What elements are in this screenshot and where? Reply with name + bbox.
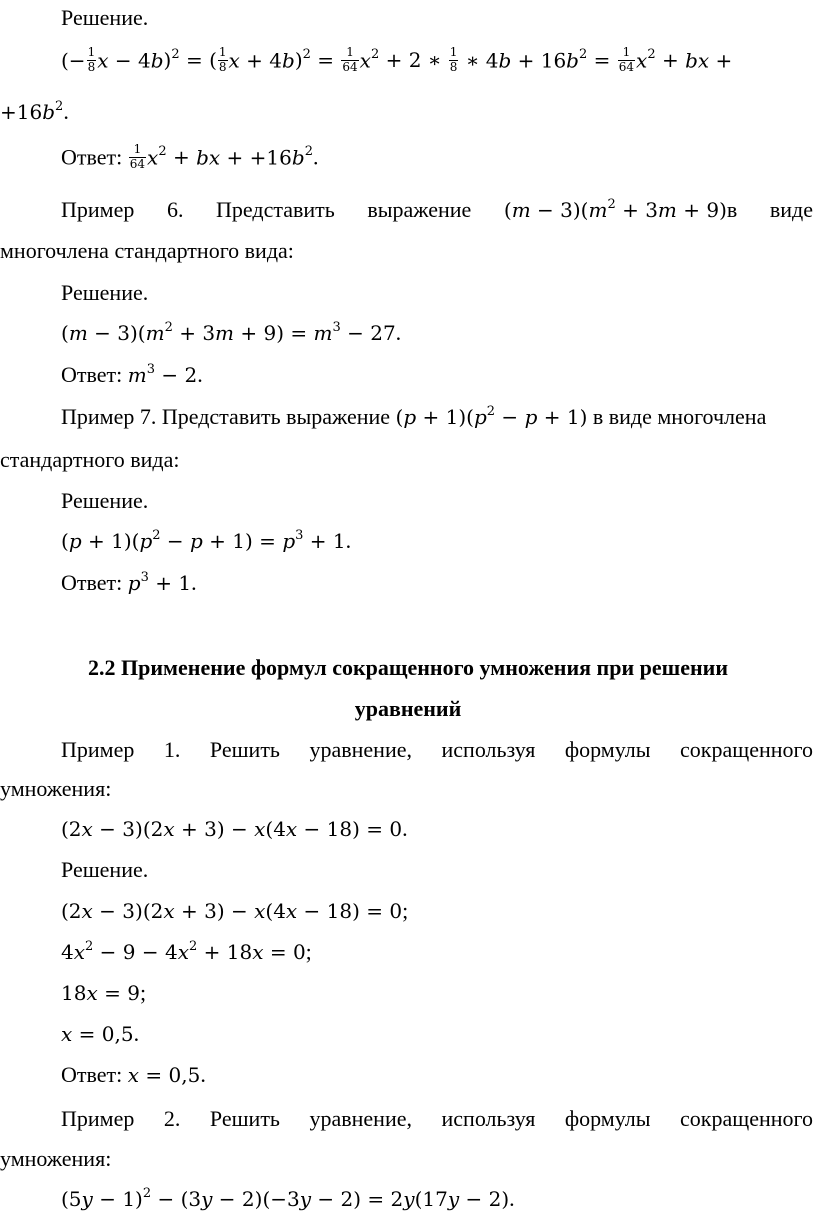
- ex7-statement-line1: Пример 7. Представить выражение $(p + 1)(p^2 - p + 1)$ в виде многочлена: [61, 404, 767, 429]
- section-heading-line2: уравнений: [354, 696, 462, 721]
- p1-expression-line1: (− $\frac{1}{8}$ x − 4b)$^2$ = ( $\frac{1}{8}$ x + 4b)$^2$ = $\frac{1}{64}$ $x^2 + 2$ ∗ $\frac{1}{8}$ ∗ $4b + 16b^2$ = $\frac{1}{64}$ $x^2$ + bx +: [61, 45, 733, 74]
- s1-step2: $4x^2 - 9 - 4x^2 + 18x = 0$;: [61, 939, 312, 964]
- ex6-solution-label: Решение.: [61, 280, 149, 305]
- s1-solution-label: Решение.: [61, 857, 149, 882]
- s1-step3: 18x = 9;: [61, 980, 147, 1005]
- s1-statement-line2: умножения:: [0, 776, 112, 801]
- ex6-statement-line2: многочлена стандартного вида:: [0, 238, 294, 263]
- ex7-answer-label: Ответ:: [61, 570, 123, 595]
- s1-equation: (2x − 3)(2x + 3) − x(4x − 18) = 0.: [61, 816, 408, 841]
- section-heading-line1: 2.2 Применение формул сокращенного умножения при решении: [88, 655, 728, 680]
- s1-answer: Ответ: x = 0,5.: [61, 1062, 206, 1087]
- p1-answer-label: Ответ:: [61, 144, 123, 170]
- ex6-statement-line1: Пример 6. Представить выражение $(m - 3)(m^2 + 3m + 9)в$ виде: [61, 197, 813, 222]
- ex7-solution-label: Решение.: [61, 488, 149, 513]
- s2-statement-line2: умножения:: [0, 1146, 112, 1171]
- ex6-answer: Ответ: $m^3 - 2$.: [61, 362, 203, 387]
- ex7-statement-line2: стандартного вида:: [0, 447, 180, 472]
- ex6-answer-label: Ответ:: [61, 362, 123, 387]
- p1-expression-line2: $+16b^2$.: [0, 99, 69, 124]
- s1-answer-label: Ответ:: [61, 1062, 123, 1087]
- ex7-answer: Ответ: $p^3 + 1$.: [61, 570, 197, 595]
- s1-statement-line1: Пример 1. Решить уравнение, используя формулы сокращенного: [61, 737, 813, 762]
- s1-step4: x = 0,5.: [61, 1021, 140, 1046]
- p1-answer: Ответ: $\frac{1}{64}$ $x^2$ + bx + $+16b^2$.: [61, 142, 319, 171]
- ex6-solution-expression: $(m - 3)(m^2 + 3m + 9) = m^3 - 27$.: [61, 320, 402, 345]
- ex7-solution-expression: $(p + 1)(p^2 - p + 1) = p^3 + 1$.: [61, 528, 352, 553]
- s2-statement-line1: Пример 2. Решить уравнение, используя формулы сокращенного: [61, 1106, 813, 1131]
- s2-equation: $(5y - 1)^2 - (3y - 2)(-3y - 2) = 2y(17y - 2)$.: [61, 1186, 515, 1211]
- s1-step1: (2x − 3)(2x + 3) − x(4x − 18) = 0;: [61, 898, 409, 923]
- p1-solution-label: Решение.: [61, 5, 149, 30]
